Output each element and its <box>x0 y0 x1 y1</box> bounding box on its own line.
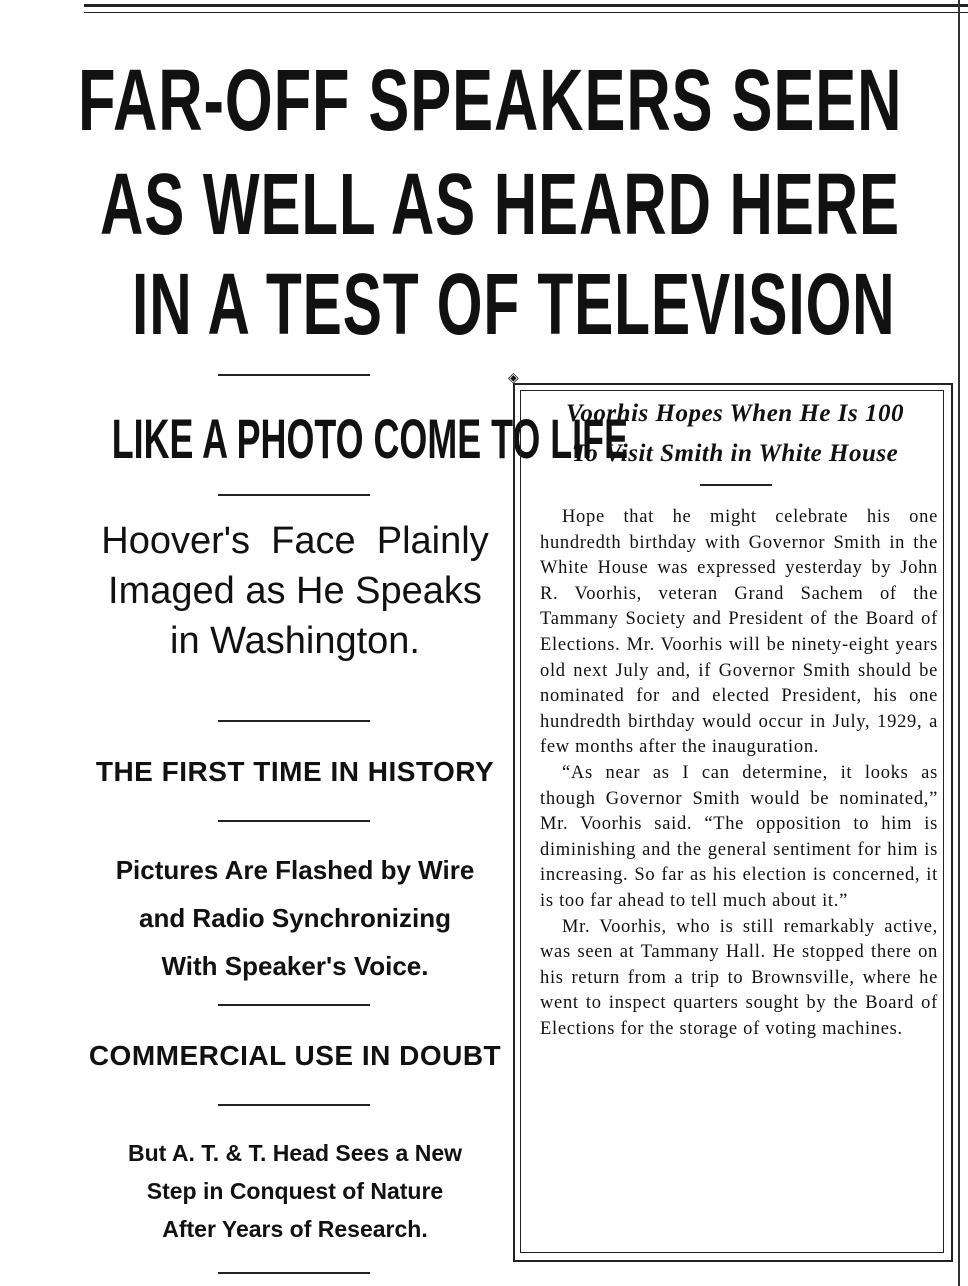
deck-hoover-line-1: Hoover's Face Plainly <box>101 520 489 562</box>
deck-commercial-use: COMMERCIAL USE IN DOUBT <box>88 1040 502 1071</box>
deck-hoover-line-2: Imaged as He Speaks <box>108 570 482 612</box>
deck-pictures-line-1: Pictures Are Flashed by Wire <box>115 855 475 885</box>
deck-photo-come-to-life <box>60 403 629 473</box>
deck-rule-5 <box>218 1004 370 1006</box>
sidebar-rule <box>700 484 772 486</box>
deck-rule-2 <box>218 494 370 496</box>
sidebar-headline-line-2: To Visit Smith in White House <box>571 440 899 467</box>
deck-photo-text: LIKE A PHOTO COME TO LIFE <box>111 407 629 471</box>
sidebar-paragraph-2: “As near as I can determine, it looks as though Governor Smith would be nominated,” Mr. Voorhis said. “The opposition to him is diminishing and the general sentiment for him is increasing. So far as his election is concerned, it is too far ahead to tell much about it.” <box>540 762 938 911</box>
top-rule-thin <box>84 12 968 13</box>
sidebar-paragraph-1: Hope that he might celebrate his one hundredth birthday with Governor Smith in the White House was expressed yesterday by John R. Voorhis, veteran Grand Sachem of the Tammany Society and President of the Board of Elections. Mr. Voorhis will be ninety-eight years old next July and, if Governor Smith should be nominated for and elected President, his one hundredth birthday would occur in July, 1929, a few months after the inauguration. <box>540 507 938 758</box>
deck-pictures-line-2: and Radio Synchronizing <box>138 903 451 933</box>
deck-rule-6 <box>218 1104 370 1106</box>
deck-pictures-flashed <box>60 846 530 990</box>
sidebar-paragraph-3: Mr. Voorhis, who is still remarkably active, was seen at Tammany Hall. He stopped there on his return from a trip to Brownsville, where he went to inspect quarters sought by the Board of Elections for the storage of voting machines. <box>540 916 938 1039</box>
sidebar-article-body <box>540 505 938 1042</box>
deck-att-line-2: Step in Conquest of Nature <box>146 1178 444 1204</box>
deck-att-head <box>60 1134 530 1248</box>
top-rule <box>84 4 968 7</box>
deck-pictures-line-3: With Speaker's Voice. <box>161 951 429 981</box>
headline-line-1: FAR-OFF SPEAKERS SEEN <box>78 50 903 149</box>
headline-line-3: IN A TEST OF TELEVISION <box>132 254 896 353</box>
deck-hoover-line-3: in Washington. <box>170 620 420 662</box>
deck-rule-3 <box>218 720 370 722</box>
deck-att-line-3: After Years of Research. <box>162 1216 428 1242</box>
sidebar-headline-line-1: Voorhis Hopes When He Is 100 <box>566 400 904 427</box>
headline-line-2: AS WELL AS HEARD HERE <box>100 154 900 253</box>
deck-rule-4 <box>218 820 370 822</box>
deck-hoover-face <box>60 516 530 666</box>
deck-rule-7 <box>218 1272 370 1274</box>
deck-rule-1 <box>218 374 370 376</box>
deck-first-time: THE FIRST TIME IN HISTORY <box>95 756 495 787</box>
ornament-icon: ◈ <box>508 370 519 386</box>
deck-att-line-1: But A. T. & T. Head Sees a New <box>127 1140 463 1166</box>
